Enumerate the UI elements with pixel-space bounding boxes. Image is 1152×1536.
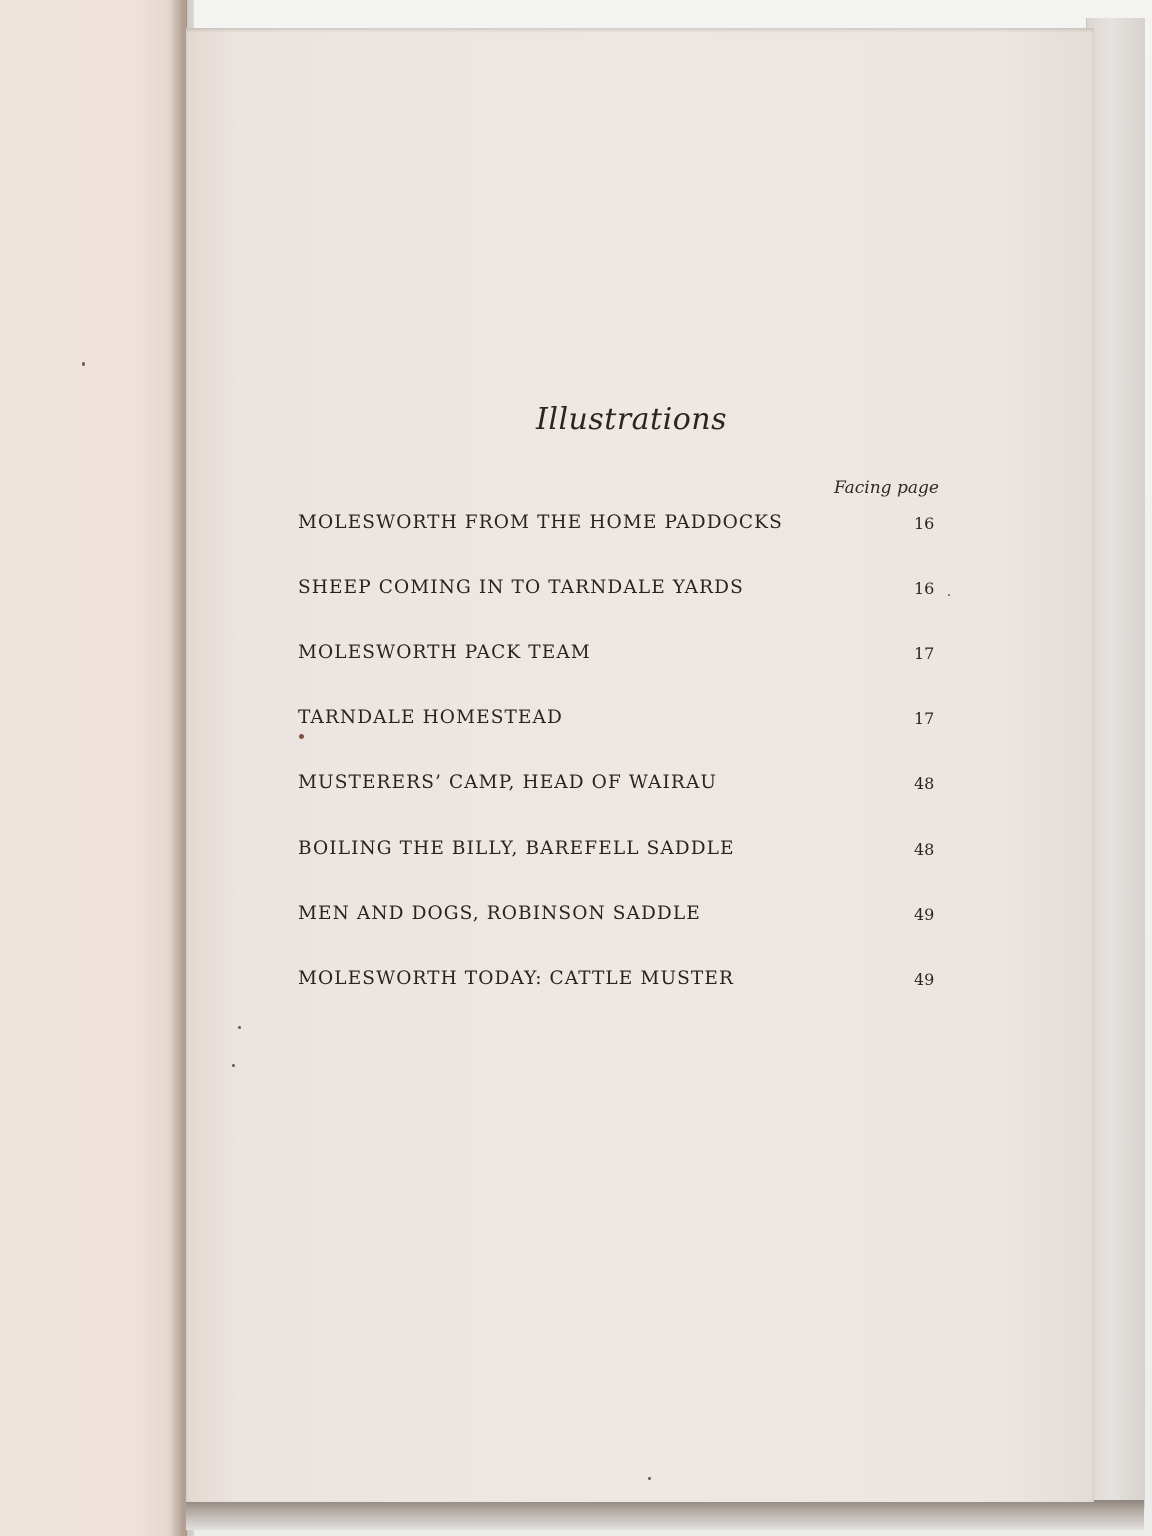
list-item [298,772,958,802]
paper-speck [238,1026,241,1029]
illustration-caption: MOLESWORTH PACK TEAM [298,642,591,663]
facing-page-number: 16 [914,514,935,533]
cover-board-edge [1086,18,1145,1508]
illustration-caption: BOILING THE BILLY, BAREFELL SADDLE [298,838,735,859]
list-item [298,577,958,607]
list-item [298,642,958,672]
paper-speck [948,594,950,596]
facing-page-number: 17 [914,644,935,663]
cover-board-bottom [186,1500,1144,1530]
paper-speck [232,1064,235,1067]
facing-page-number: 49 [914,905,935,924]
illustration-caption: MEN AND DOGS, ROBINSON SADDLE [298,903,701,924]
list-item [298,838,958,868]
illustration-caption: TARNDALE HOMESTEAD [298,707,563,728]
list-item [298,512,958,542]
list-item [298,968,958,998]
paper-speck [648,1477,651,1480]
list-item [298,903,958,933]
facing-page-header: Facing page [834,478,939,498]
illustration-caption: MOLESWORTH FROM THE HOME PADDOCKS [298,512,783,533]
illustration-caption: SHEEP COMING IN TO TARNDALE YARDS [298,577,744,598]
facing-page-number: 16 [914,579,935,598]
paper-speck [299,734,304,739]
paper-speck [82,362,85,366]
facing-page-number: 48 [914,840,935,859]
facing-page-number: 17 [914,709,935,728]
illustration-caption: MOLESWORTH TODAY: CATTLE MUSTER [298,968,734,989]
facing-page-number: 48 [914,774,935,793]
right-page [186,28,1094,1502]
illustration-caption: MUSTERERS’ CAMP, HEAD OF WAIRAU [298,772,718,793]
facing-page-number: 49 [914,970,935,989]
page-title: Illustrations [536,402,727,437]
left-page [0,0,187,1536]
list-item [298,707,958,737]
